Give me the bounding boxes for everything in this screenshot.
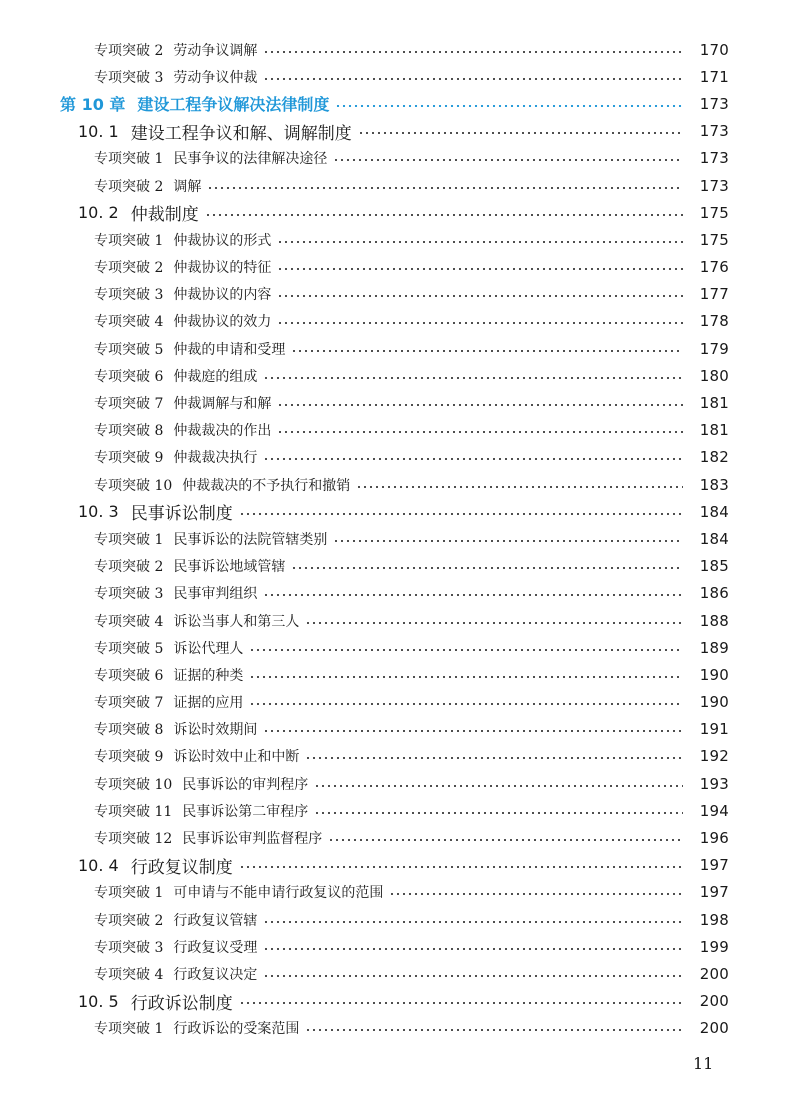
toc-entry-label (94, 230, 275, 250)
toc-entry-title: 仲裁裁决的作出 (173, 423, 272, 440)
dot-leader (263, 78, 683, 80)
toc-page-number: 190 (699, 693, 729, 712)
toc-entry-number: 10. 4 (78, 855, 119, 875)
dot-leader (277, 431, 683, 433)
toc-entry-label (78, 989, 237, 1014)
toc-page-number: 190 (699, 665, 729, 684)
toc-item-row[interactable] (0, 580, 790, 607)
dot-leader (277, 268, 683, 270)
toc-page-number: 170 (699, 40, 729, 59)
toc-entry-number: 专项突破 2 (94, 559, 164, 576)
toc-entry-number: 专项突破 10 (94, 776, 173, 793)
toc-item-row[interactable] (0, 661, 790, 688)
toc-entry-number: 专项突破 1 (94, 885, 164, 902)
toc-entry-label (94, 475, 354, 495)
toc-entry-label (94, 964, 261, 984)
toc-item-row[interactable] (0, 933, 790, 960)
toc-entry-title: 诉讼代理人 (173, 640, 244, 657)
dot-leader (263, 975, 683, 977)
toc-item-row[interactable] (0, 716, 790, 743)
toc-section-row[interactable] (0, 988, 790, 1015)
toc-entry-number: 专项突破 3 (94, 586, 164, 603)
toc-entry-label (94, 937, 261, 957)
toc-page-number: 200 (699, 964, 729, 983)
toc-item-row[interactable] (0, 389, 790, 416)
dot-leader (314, 812, 683, 814)
toc-entry-title: 仲裁庭的组成 (173, 368, 258, 385)
toc-entry-label (94, 665, 247, 685)
toc-entry-title: 调解 (173, 178, 202, 195)
toc-entry-label (94, 257, 275, 277)
toc-entry-label (94, 40, 261, 60)
toc-entry-title: 民事诉讼的审判程序 (182, 776, 309, 793)
toc-entry-number: 专项突破 1 (94, 531, 164, 548)
dot-leader (249, 676, 683, 678)
toc-entry-number: 专项突破 10 (94, 477, 173, 494)
toc-item-row[interactable] (0, 281, 790, 308)
toc-page-number: 173 (699, 94, 729, 113)
toc-item-row[interactable] (0, 308, 790, 335)
toc-entry-title: 诉讼时效中止和中断 (173, 749, 300, 766)
toc-item-row[interactable] (0, 553, 790, 580)
toc-section-row[interactable] (0, 199, 790, 226)
toc-item-row[interactable] (0, 797, 790, 824)
dot-leader (277, 322, 683, 324)
dot-leader (249, 703, 683, 705)
toc-entry-title: 仲裁协议的内容 (173, 287, 272, 304)
toc-entry-label (60, 92, 333, 115)
toc-entry-label (78, 853, 237, 878)
dot-leader (291, 350, 683, 352)
toc-entry-number: 专项突破 2 (94, 178, 164, 195)
toc-item-row[interactable] (0, 743, 790, 770)
toc-entry-number: 专项突破 12 (94, 831, 173, 848)
toc-entry-label (94, 882, 387, 902)
toc-item-row[interactable] (0, 1015, 790, 1042)
toc-page-number: 189 (699, 638, 729, 657)
toc-page-number: 179 (699, 339, 729, 358)
toc-entry-label (94, 176, 205, 196)
dot-leader (263, 921, 683, 923)
toc-entry-number: 专项突破 9 (94, 749, 164, 766)
toc-entry-label (94, 339, 289, 359)
toc-item-row[interactable] (0, 770, 790, 797)
dot-leader (328, 839, 683, 841)
toc-entry-label (94, 719, 261, 739)
toc-page-number: 184 (699, 502, 729, 521)
toc-page-number: 200 (699, 1019, 729, 1038)
toc-entry-number: 专项突破 4 (94, 613, 164, 630)
toc-entry-label (94, 801, 312, 821)
toc-entry-title: 诉讼当事人和第三人 (173, 613, 300, 630)
toc-page-number: 192 (699, 747, 729, 766)
toc-section-row[interactable] (0, 498, 790, 525)
toc-entry-title: 行政诉讼制度 (130, 993, 233, 1014)
toc-entry-label (94, 1018, 303, 1038)
toc-entry-number: 专项突破 9 (94, 450, 164, 467)
toc-page-number: 197 (699, 883, 729, 902)
dot-leader (358, 132, 683, 134)
toc-page-number: 180 (699, 366, 729, 385)
toc-entry-number: 专项突破 7 (94, 396, 164, 413)
dot-leader (263, 458, 683, 460)
dot-leader (277, 295, 683, 297)
toc-entry-label (94, 556, 289, 576)
toc-entry-title: 行政复议制度 (130, 857, 233, 878)
toc-item-row[interactable] (0, 63, 790, 90)
toc-entry-number: 专项突破 2 (94, 260, 164, 277)
toc-page-number: 200 (699, 992, 729, 1011)
toc-entry-title: 仲裁调解与和解 (173, 396, 272, 413)
toc-entry-label (94, 774, 312, 794)
toc-entry-label (78, 119, 356, 144)
toc-entry-label (94, 910, 261, 930)
dot-leader (305, 1029, 683, 1031)
toc-entry-title: 行政复议受理 (173, 939, 258, 956)
toc-entry-number: 专项突破 4 (94, 966, 164, 983)
toc-entry-label (94, 828, 326, 848)
toc-entry-number: 专项突破 4 (94, 314, 164, 331)
toc-entry-title: 仲裁的申请和受理 (173, 341, 286, 358)
dot-leader (239, 1002, 683, 1004)
toc-entry-label (94, 529, 331, 549)
toc-entry-label (94, 447, 261, 467)
dot-leader (277, 404, 683, 406)
toc-entry-title: 诉讼时效期间 (173, 722, 258, 739)
toc-entry-title: 民事诉讼审判监督程序 (182, 831, 323, 848)
toc-entry-title: 劳动争议调解 (173, 42, 258, 59)
dot-leader (314, 785, 683, 787)
toc-entry-label (78, 200, 203, 225)
toc-page-number: 198 (699, 910, 729, 929)
toc-entry-title: 仲裁裁决的不予执行和撤销 (182, 477, 351, 494)
toc-entry-number: 专项突破 6 (94, 667, 164, 684)
toc-entry-number: 10. 1 (78, 121, 119, 141)
toc-entry-number: 10. 2 (78, 203, 119, 223)
toc-item-row[interactable] (0, 689, 790, 716)
dot-leader (205, 214, 683, 216)
toc-page-number: 199 (699, 937, 729, 956)
dot-leader (239, 513, 683, 515)
toc-entry-title: 仲裁裁决执行 (173, 450, 258, 467)
toc-entry-number: 专项突破 1 (94, 232, 164, 249)
toc-entry-title: 仲裁制度 (130, 205, 199, 226)
toc-entry-number: 10. 3 (78, 502, 119, 522)
toc-entry-label (94, 284, 275, 304)
toc-entry-title: 民事诉讼的法院管辖类别 (173, 531, 328, 548)
toc-entry-label (94, 746, 303, 766)
toc-item-row[interactable] (0, 634, 790, 661)
toc-page-number: 181 (699, 394, 729, 413)
toc-page-number: 175 (699, 203, 729, 222)
toc-page-number: 196 (699, 829, 729, 848)
toc-entry-number: 专项突破 1 (94, 151, 164, 168)
toc-item-row[interactable] (0, 879, 790, 906)
toc-entry-title: 行政复议决定 (173, 966, 258, 983)
dot-leader (305, 757, 683, 759)
toc-entry-number: 第 10 章 (60, 95, 126, 115)
table-of-contents (0, 36, 790, 1042)
toc-item-row[interactable] (0, 254, 790, 281)
toc-entry-title: 民事诉讼制度 (130, 504, 233, 525)
toc-entry-number: 专项突破 2 (94, 42, 164, 59)
dot-leader (207, 187, 683, 189)
toc-page-number: 178 (699, 312, 729, 331)
toc-entry-number: 10. 5 (78, 991, 119, 1011)
toc-entry-title: 民事诉讼地域管辖 (173, 559, 286, 576)
toc-item-row[interactable] (0, 471, 790, 498)
dot-leader (263, 51, 683, 53)
toc-entry-title: 仲裁协议的特征 (173, 260, 272, 277)
toc-item-row[interactable] (0, 960, 790, 987)
toc-entry-number: 专项突破 7 (94, 695, 164, 712)
toc-entry-title: 民事争议的法律解决途径 (173, 151, 328, 168)
toc-item-row[interactable] (0, 824, 790, 851)
toc-entry-title: 可申请与不能申请行政复议的范围 (173, 885, 384, 902)
toc-item-row[interactable] (0, 226, 790, 253)
toc-page-number: 194 (699, 801, 729, 820)
toc-entry-label (94, 148, 331, 168)
toc-item-row[interactable] (0, 607, 790, 634)
dot-leader (356, 486, 683, 488)
toc-page-number: 185 (699, 557, 729, 576)
toc-entry-title: 仲裁协议的效力 (173, 314, 272, 331)
toc-item-row[interactable] (0, 362, 790, 389)
toc-page-number: 193 (699, 774, 729, 793)
toc-entry-title: 证据的应用 (173, 695, 244, 712)
toc-page-number: 186 (699, 584, 729, 603)
toc-entry-label (78, 499, 237, 524)
toc-entry-number: 专项突破 3 (94, 69, 164, 86)
toc-page-number: 177 (699, 285, 729, 304)
toc-entry-label (94, 583, 261, 603)
toc-entry-title: 建设工程争议和解、调解制度 (130, 123, 352, 144)
toc-page-number: 176 (699, 258, 729, 277)
toc-entry-title: 行政复议管辖 (173, 912, 258, 929)
dot-leader (263, 730, 683, 732)
dot-leader (239, 866, 683, 868)
toc-entry-number: 专项突破 5 (94, 640, 164, 657)
toc-page-number: 171 (699, 67, 729, 86)
toc-entry-title: 证据的种类 (173, 667, 244, 684)
toc-page-number: 191 (699, 720, 729, 739)
toc-item-row[interactable] (0, 36, 790, 63)
dot-leader (263, 594, 683, 596)
toc-entry-label (94, 420, 275, 440)
page-number: 11 (693, 1054, 714, 1073)
toc-entry-number: 专项突破 11 (94, 803, 173, 820)
toc-page-number: 182 (699, 448, 729, 467)
toc-page-number: 183 (699, 475, 729, 494)
toc-item-row[interactable] (0, 172, 790, 199)
toc-page-number: 181 (699, 421, 729, 440)
toc-entry-title: 民事审判组织 (173, 586, 258, 603)
dot-leader (263, 377, 683, 379)
dot-leader (333, 540, 683, 542)
toc-section-row[interactable] (0, 852, 790, 879)
toc-page-number: 173 (699, 122, 729, 141)
toc-item-row[interactable] (0, 335, 790, 362)
toc-entry-number: 专项突破 8 (94, 423, 164, 440)
toc-section-row[interactable] (0, 118, 790, 145)
toc-entry-label (94, 393, 275, 413)
toc-item-row[interactable] (0, 444, 790, 471)
dot-leader (389, 893, 683, 895)
toc-entry-label (94, 366, 261, 386)
dot-leader (305, 622, 683, 624)
toc-entry-label (94, 638, 247, 658)
toc-item-row[interactable] (0, 417, 790, 444)
toc-entry-number: 专项突破 2 (94, 912, 164, 929)
toc-entry-title: 民事诉讼第二审程序 (182, 803, 309, 820)
toc-entry-label (94, 692, 247, 712)
toc-page-number: 175 (699, 230, 729, 249)
dot-leader (263, 948, 683, 950)
toc-entry-title: 建设工程争议解决法律制度 (137, 95, 330, 115)
toc-page-number: 184 (699, 529, 729, 548)
toc-entry-title: 仲裁协议的形式 (173, 232, 272, 249)
toc-entry-label (94, 611, 303, 631)
toc-page-number: 173 (699, 176, 729, 195)
toc-entry-number: 专项突破 5 (94, 341, 164, 358)
dot-leader (277, 241, 683, 243)
dot-leader (249, 649, 683, 651)
toc-chapter-row[interactable] (0, 90, 790, 117)
dot-leader (335, 105, 683, 107)
toc-entry-label (94, 311, 275, 331)
toc-page-number: 188 (699, 611, 729, 630)
toc-entry-number: 专项突破 3 (94, 939, 164, 956)
toc-page-number: 197 (699, 856, 729, 875)
toc-entry-number: 专项突破 3 (94, 287, 164, 304)
toc-entry-number: 专项突破 1 (94, 1021, 164, 1038)
toc-entry-label (94, 67, 261, 87)
toc-item-row[interactable] (0, 525, 790, 552)
toc-entry-number: 专项突破 6 (94, 368, 164, 385)
toc-entry-number: 专项突破 8 (94, 722, 164, 739)
dot-leader (333, 159, 683, 161)
toc-page-number: 173 (699, 149, 729, 168)
toc-entry-title: 行政诉讼的受案范围 (173, 1021, 300, 1038)
toc-item-row[interactable] (0, 906, 790, 933)
dot-leader (291, 567, 683, 569)
toc-item-row[interactable] (0, 145, 790, 172)
toc-entry-title: 劳动争议仲裁 (173, 69, 258, 86)
